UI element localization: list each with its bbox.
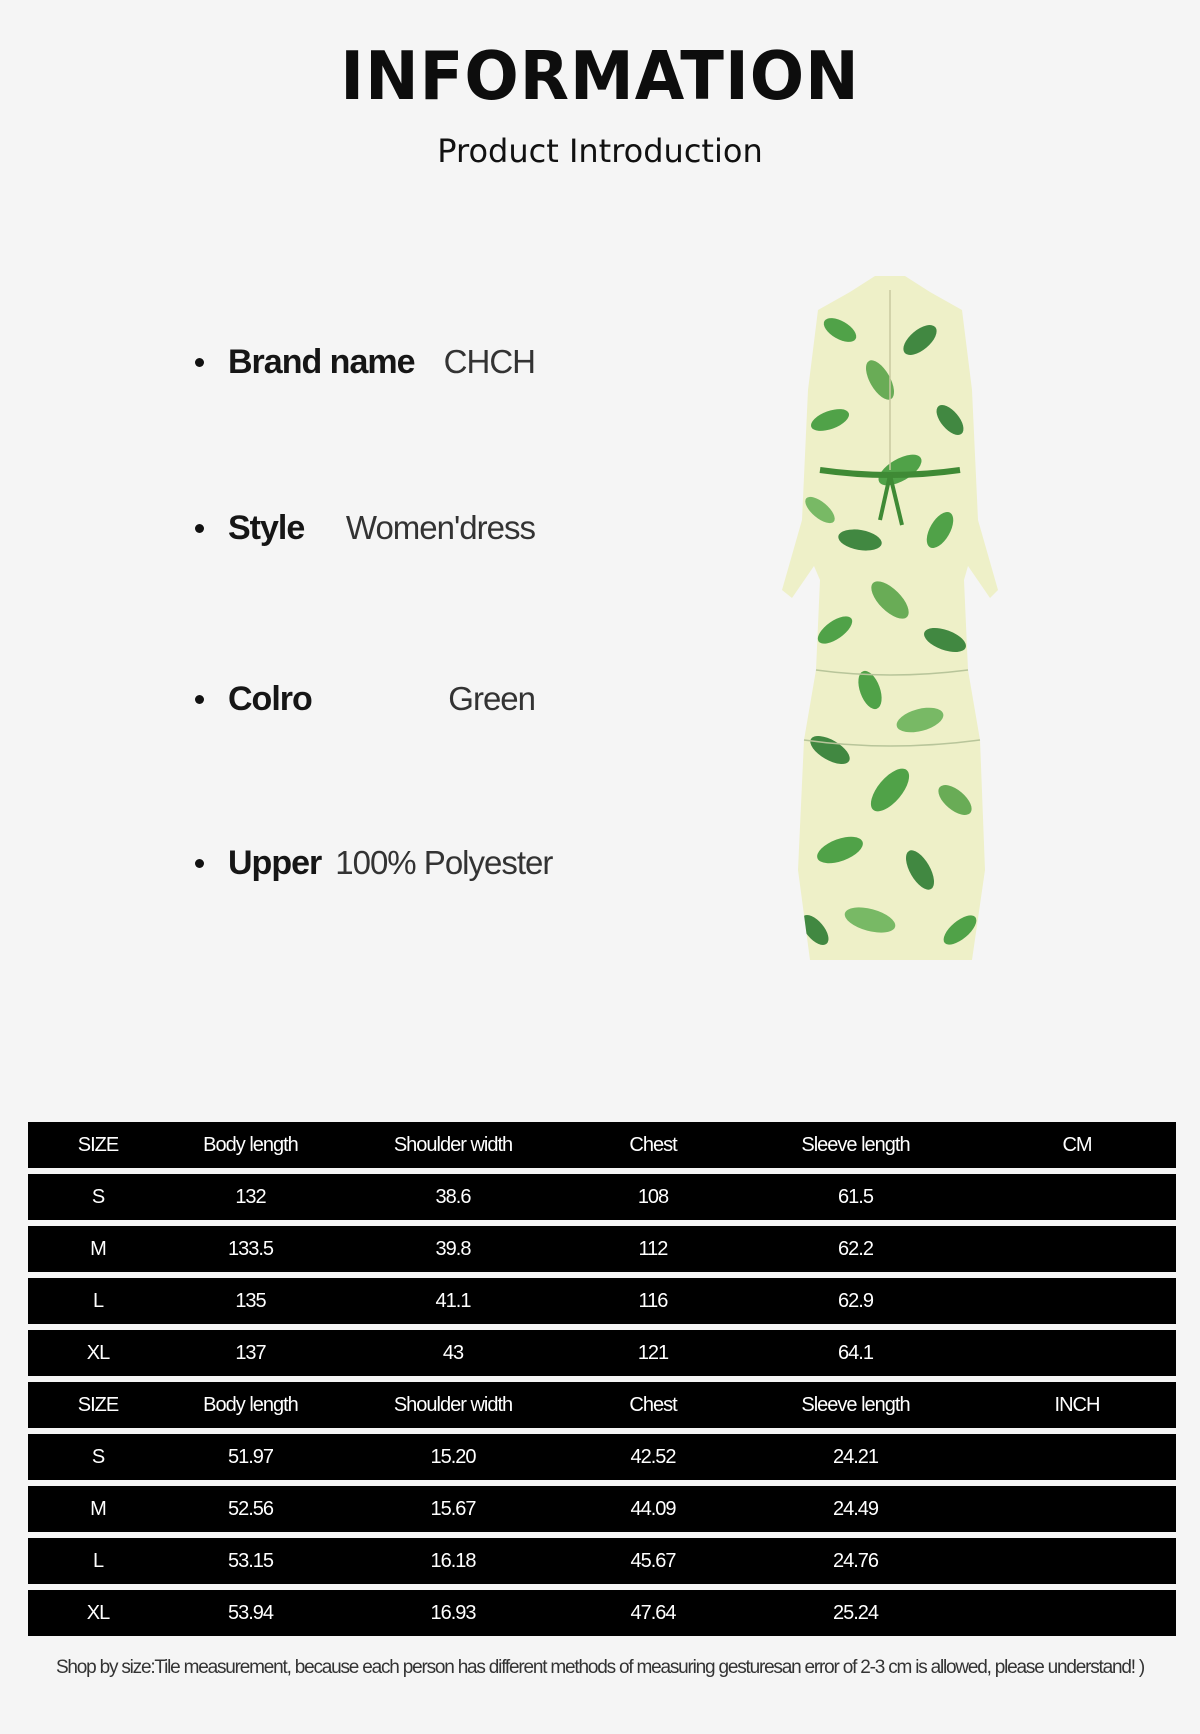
table-header-cell: SIZE xyxy=(77,1393,119,1416)
page-title: INFORMATION xyxy=(340,38,860,116)
table-cell: 24.49 xyxy=(832,1497,879,1520)
table-cell: 15.67 xyxy=(430,1497,476,1520)
table-cell: 44.09 xyxy=(630,1497,676,1520)
size-footnote: Shop by size:Tile measurement, because each person has different methods of measuring gesturesan error of 2-3 cm is allowed, please understand! ) xyxy=(55,1657,1145,1678)
table-cell: 15.20 xyxy=(430,1445,476,1468)
info-value: Women'dress xyxy=(345,509,535,546)
page-subtitle: Product Introduction xyxy=(437,132,763,170)
table-row xyxy=(28,1226,1176,1272)
table-cell: 135 xyxy=(235,1289,266,1312)
table-cell: 16.93 xyxy=(430,1601,476,1624)
size-table-inch xyxy=(28,1382,1176,1642)
table-header-cell: Chest xyxy=(629,1133,677,1156)
table-cell: XL xyxy=(86,1341,110,1364)
table-cell: 16.18 xyxy=(430,1549,476,1572)
table-cell: 133.5 xyxy=(227,1237,274,1260)
table-cell: 121 xyxy=(637,1341,669,1364)
table-row xyxy=(28,1278,1176,1324)
table-header-cell: SIZE xyxy=(77,1133,119,1156)
table-header-cell: Chest xyxy=(629,1393,677,1416)
table-cell: 24.21 xyxy=(832,1445,879,1468)
table-unit-label: CM xyxy=(1062,1133,1092,1156)
table-cell: 42.52 xyxy=(630,1445,676,1468)
table-cell: M xyxy=(90,1497,106,1520)
info-row-upper xyxy=(195,838,553,888)
info-row-brand xyxy=(195,337,535,387)
info-label: Brand name xyxy=(228,342,415,381)
table-cell: 53.94 xyxy=(227,1601,274,1624)
table-header-cell: Sleeve length xyxy=(801,1133,910,1156)
table-header-cell: Body length xyxy=(203,1393,298,1416)
table-cell: 38.6 xyxy=(435,1185,471,1208)
table-cell: 132 xyxy=(235,1185,266,1208)
info-label: Style xyxy=(228,508,305,547)
dress-product-image xyxy=(740,270,1040,970)
table-row xyxy=(28,1486,1176,1532)
table-cell: 25.24 xyxy=(832,1601,879,1624)
info-label: Colro xyxy=(228,679,312,718)
table-cell: 52.56 xyxy=(227,1497,274,1520)
bullet-icon xyxy=(195,358,204,367)
info-row-style xyxy=(195,503,535,553)
info-label: Upper xyxy=(228,843,322,882)
table-cell: M xyxy=(90,1237,106,1260)
table-cell: 112 xyxy=(638,1237,668,1260)
table-cell: S xyxy=(91,1445,105,1468)
table-row xyxy=(28,1434,1176,1480)
info-value: Green xyxy=(448,680,535,717)
table-row xyxy=(28,1174,1176,1220)
table-cell: 39.8 xyxy=(435,1237,471,1260)
table-header-cell: Shoulder width xyxy=(393,1133,513,1156)
table-row xyxy=(28,1330,1176,1376)
table-header-row xyxy=(28,1122,1176,1168)
table-header-cell: Body length xyxy=(203,1133,298,1156)
bullet-icon xyxy=(195,695,204,704)
table-header-cell: Sleeve length xyxy=(801,1393,910,1416)
table-row xyxy=(28,1538,1176,1584)
table-header-cell: Shoulder width xyxy=(393,1393,513,1416)
table-cell: 137 xyxy=(235,1341,266,1364)
table-cell: S xyxy=(91,1185,105,1208)
table-cell: 51.97 xyxy=(227,1445,274,1468)
table-cell: 61.5 xyxy=(838,1185,873,1208)
info-row-color xyxy=(195,674,535,724)
info-value: CHCH xyxy=(443,343,535,380)
table-cell: 64.1 xyxy=(838,1341,873,1364)
table-row xyxy=(28,1590,1176,1636)
table-cell: 41.1 xyxy=(435,1289,471,1312)
bullet-icon xyxy=(195,859,204,868)
table-cell: 62.2 xyxy=(838,1237,873,1260)
table-header-row xyxy=(28,1382,1176,1428)
table-cell: 47.64 xyxy=(630,1601,676,1624)
bullet-icon xyxy=(195,524,204,533)
table-cell: 43 xyxy=(442,1341,464,1364)
table-cell: 53.15 xyxy=(227,1549,274,1572)
table-cell: 45.67 xyxy=(630,1549,676,1572)
info-value: 100% Polyester xyxy=(335,844,553,881)
table-cell: XL xyxy=(86,1601,110,1624)
table-cell: L xyxy=(92,1289,104,1312)
table-cell: 116 xyxy=(638,1289,668,1312)
table-cell: 108 xyxy=(637,1185,669,1208)
table-unit-label: INCH xyxy=(1054,1393,1100,1416)
table-cell: 24.76 xyxy=(832,1549,879,1572)
table-cell: L xyxy=(92,1549,104,1572)
size-table-cm xyxy=(28,1122,1176,1382)
table-cell: 62.9 xyxy=(838,1289,873,1312)
